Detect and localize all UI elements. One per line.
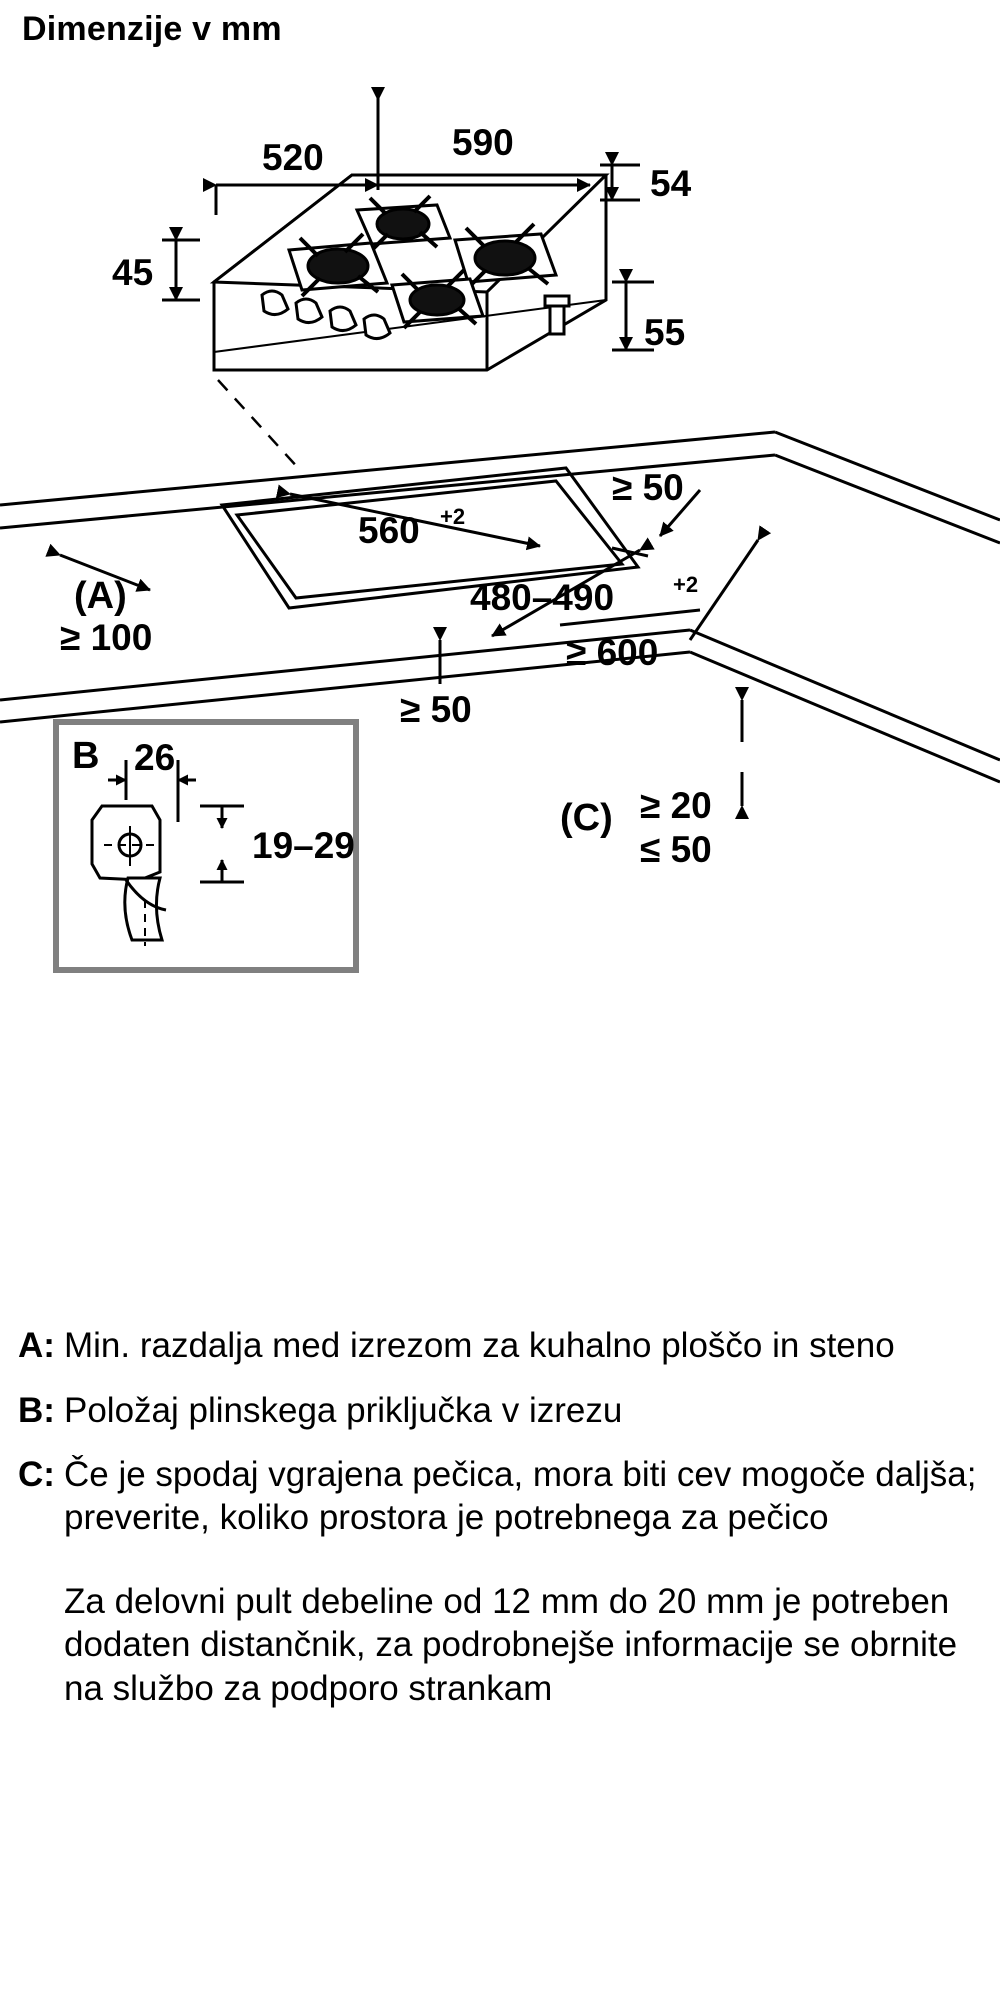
dim-54-label: 54 <box>650 163 692 204</box>
dim-min-600-label: ≥ 600 <box>566 632 659 673</box>
dim-a-min-100-label: ≥ 100 <box>60 617 153 658</box>
dim-c-max-50-label: ≤ 50 <box>640 829 712 870</box>
dim-26-label: 26 <box>134 737 176 778</box>
page-title: Dimenzije v mm <box>22 10 282 48</box>
note-c-key: C: <box>18 1455 55 1495</box>
note-a <box>18 1325 978 1368</box>
label-a: (A) <box>74 575 127 617</box>
dim-19-29-label: 19–29 <box>252 825 355 866</box>
note-a-text: Min. razdalja med izrezom za kuhalno ploščo in steno <box>64 1326 895 1365</box>
note-b-key: B: <box>18 1390 55 1430</box>
dim-45-label: 45 <box>112 252 154 293</box>
note-b <box>18 1390 978 1433</box>
dim-520-label: 520 <box>262 137 324 178</box>
note-b-text: Položaj plinskega priključka v izrezu <box>64 1390 623 1430</box>
detail-b-label: B <box>72 735 100 777</box>
dim-55-label: 55 <box>644 312 686 353</box>
notes-list <box>18 1325 978 1710</box>
dim-560-superscript: +2 <box>440 504 466 529</box>
dim-c-min-20-label: ≥ 20 <box>640 785 712 826</box>
dim-min-50-right-label: ≥ 50 <box>612 467 684 508</box>
note-c <box>18 1454 978 1539</box>
note-a-key: A: <box>18 1326 55 1365</box>
detail-b-box <box>56 722 356 970</box>
hob-perspective-view <box>112 92 692 370</box>
footnote-text: Za delovni pult debeline od 12 mm do 20 mm je potreben dodaten distančnik, za podrobnejše informacije se obrnite na službo za podporo strankam <box>64 1581 958 1708</box>
note-c-text: Če je spodaj vgrajena pečica, mora biti cev mogoče daljša; preverite, koliko prostora je potrebnega za pečico <box>64 1455 977 1538</box>
dim-590-label: 590 <box>452 122 514 163</box>
dim-min-50-bottom-label: ≥ 50 <box>400 689 472 730</box>
dim-480-490-superscript: +2 <box>673 572 699 597</box>
dim-480-490-label: 480–490 <box>470 577 615 618</box>
label-c: (C) <box>560 797 613 839</box>
dim-560-label: 560 <box>358 510 420 551</box>
